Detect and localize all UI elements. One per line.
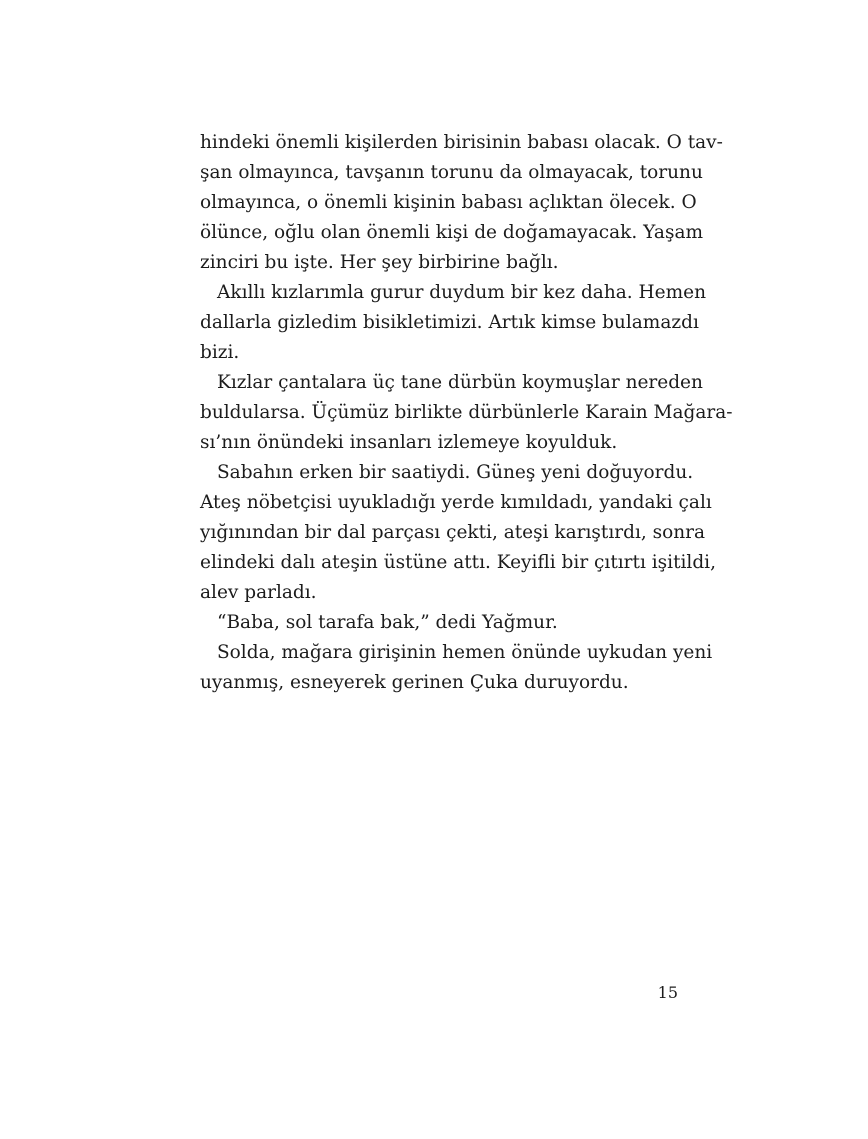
text-line: Kızlar çantalara üç tane dürbün koymuşlar nereden — [217, 372, 703, 393]
paragraph-2 — [200, 278, 707, 368]
text-line: Solda, mağara girişinin hemen önünde uykudan yeni — [217, 642, 713, 663]
text-line: dallarla gizledim bisikletimizi. Artık kimse bulamazdı — [200, 312, 699, 333]
text-line: buldularsa. Üçümüz birlikte dürbünlerle Karain Mağara- — [200, 402, 733, 423]
text-line: sı’nın önündeki insanları izlemeye koyulduk. — [200, 432, 618, 453]
text-line: bizi. — [200, 342, 240, 363]
paragraph-1 — [200, 128, 723, 278]
text-line: “Baba, sol tarafa bak,” dedi Yağmur. — [217, 612, 558, 633]
text-line: zinciri bu işte. Her şey birbirine bağlı. — [200, 252, 559, 273]
text-line: şan olmayınca, tavşanın torunu da olmayacak, torunu — [200, 162, 703, 183]
text-line: elindeki dalı ateşin üstüne attı. Keyifli bir çıtırtı işitildi, — [200, 552, 716, 573]
text-line: Sabahın erken bir saatiydi. Güneş yeni doğuyordu. — [217, 462, 694, 483]
paragraph-3 — [200, 368, 733, 458]
text-line: alev parladı. — [200, 582, 317, 603]
body-text — [200, 128, 733, 698]
text-line: uyanmış, esneyerek gerinen Çuka duruyordu. — [200, 672, 629, 693]
text-line: Ateş nöbetçisi uyukladığı yerde kımıldadı, yandaki çalı — [200, 492, 712, 513]
text-line: hindeki önemli kişilerden birisinin babası olacak. O tav- — [200, 132, 723, 153]
text-line: olmayınca, o önemli kişinin babası açlıktan ölecek. O — [200, 192, 697, 213]
paragraph-4 — [200, 458, 716, 608]
text-line: yığınından bir dal parçası çekti, ateşi karıştırdı, sonra — [200, 522, 706, 543]
paragraph-6 — [200, 638, 713, 698]
paragraph-5 — [200, 608, 680, 638]
text-line: Akıllı kızlarımla gurur duydum bir kez daha. Hemen — [217, 282, 707, 303]
page-number: 15 — [657, 983, 678, 1002]
text-line: ölünce, oğlu olan önemli kişi de doğamayacak. Yaşam — [200, 222, 704, 243]
